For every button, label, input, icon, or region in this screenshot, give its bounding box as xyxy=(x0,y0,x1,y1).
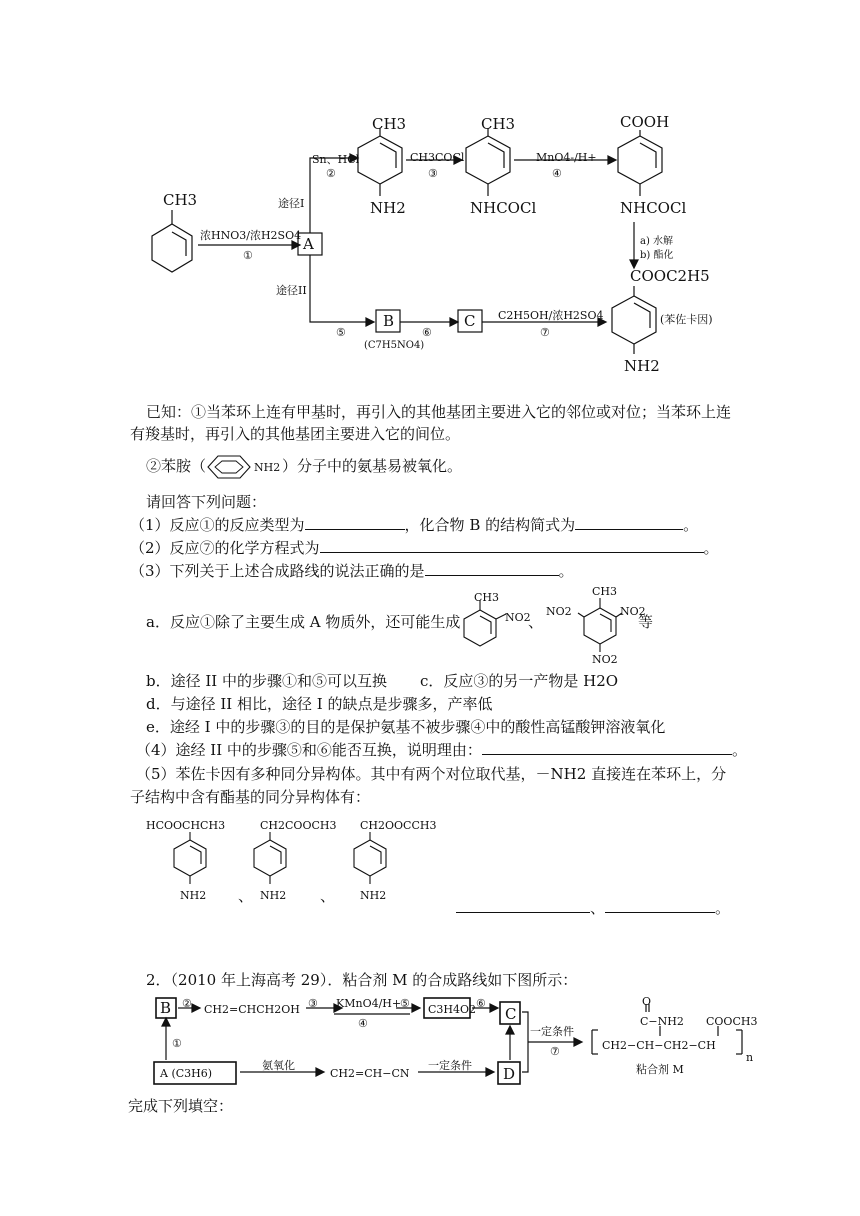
aniline-ring-icon xyxy=(206,454,256,480)
step-1: ① xyxy=(243,249,253,262)
step-4: ④ xyxy=(552,167,562,180)
step-6: ⑥ xyxy=(422,326,432,339)
reagent-1: 浓HNO3/浓H2SO4 xyxy=(200,229,302,242)
answer-blank[interactable] xyxy=(456,898,590,913)
isomer-2-label: CH2COOCH3 xyxy=(260,819,337,832)
esterification-label: b) 酯化 xyxy=(640,250,674,261)
box-b-label: B xyxy=(383,312,395,330)
q2-step-2: ② xyxy=(182,997,192,1010)
question-4: （4）途经 II 中的步骤⑤和⑥能否互换，说明理由： 。 xyxy=(136,741,747,759)
q2-step-4: ④ xyxy=(358,1017,368,1030)
known-line-3-post: ）分子中的氨基易被氧化。 xyxy=(282,457,463,475)
amino-label: NH2 xyxy=(624,357,660,375)
methyl-label: CH3 xyxy=(481,115,516,133)
step-5: ⑤ xyxy=(336,326,346,339)
amino-label: NH2 xyxy=(260,889,287,902)
adhesive-m-label: 粘合剂 M xyxy=(636,1063,684,1076)
answer-blank[interactable] xyxy=(575,515,683,530)
aniline-nh2: NH2 xyxy=(254,461,281,474)
option-b: b．途径 II 中的步骤①和⑤可以互换 xyxy=(146,672,387,690)
answer-blank[interactable] xyxy=(320,538,704,553)
acrylonitrile: CH2=CH−CN xyxy=(330,1067,410,1080)
question-1: （1）反应①的反应类型为 ，化合物 B 的结构简式为 。 xyxy=(130,516,699,534)
step-3: ③ xyxy=(428,167,438,180)
question-3: （3）下列关于上述合成路线的说法正确的是 。 xyxy=(130,562,574,580)
carboxyl-label: COOH xyxy=(620,113,670,131)
nitro-label: NO2 xyxy=(620,605,646,618)
hydrolysis-label: a) 水解 xyxy=(640,236,674,247)
product-name: (苯佐卡因) xyxy=(660,313,713,326)
answer-blank[interactable] xyxy=(482,740,732,755)
fill-prompt: 完成下列填空： xyxy=(128,1097,234,1115)
amino-label: NH2 xyxy=(180,889,207,902)
route-2-label: 途径II xyxy=(276,284,307,297)
reagent-2: Sn、HCl xyxy=(312,153,360,166)
polymer-n: n xyxy=(746,1051,754,1064)
isomer-separator: 、 xyxy=(320,887,336,905)
answer-blank[interactable] xyxy=(305,515,405,530)
known-line-3-pre: ②苯胺（ xyxy=(146,457,207,475)
isomer-blanks: 、 。 xyxy=(456,898,730,918)
q2-step-7: ⑦ xyxy=(550,1045,560,1058)
methyl-label: CH3 xyxy=(372,115,407,133)
q2-condition-1: 一定条件 xyxy=(428,1059,472,1072)
option-a-sep: 、 xyxy=(528,613,544,631)
isomer-1-label: HCOOCHCH3 xyxy=(146,819,226,832)
allyl-alcohol: CH2=CHCH2OH xyxy=(204,1003,300,1016)
q2-box-b: B xyxy=(160,999,172,1017)
polymer-chain: CH2−CH−CH2−CH xyxy=(602,1039,716,1052)
questions-intro: 请回答下列问题： xyxy=(146,493,267,511)
q2-condition-2: 一定条件 xyxy=(530,1025,574,1038)
amino-label: NH2 xyxy=(360,889,387,902)
ester-group: COOCH3 xyxy=(706,1015,758,1028)
option-a-end: 等 xyxy=(638,613,654,631)
q2-reagent: KMnO4/H+ xyxy=(336,997,402,1010)
methyl-label: CH3 xyxy=(474,591,500,604)
question-2-title: 2．（2010 年上海高考 29）．粘合剂 M 的合成路线如下图所示： xyxy=(146,971,578,989)
methyl-label: CH3 xyxy=(163,191,198,209)
isomer-3-label: CH2OOCCH3 xyxy=(360,819,437,832)
box-c-label: C xyxy=(464,312,476,330)
option-d: d．与途径 II 相比，途径 I 的缺点是步骤多，产率低 xyxy=(146,695,493,713)
box-a-label: A xyxy=(303,235,314,253)
carbonyl-o: O xyxy=(642,995,652,1008)
ammoxidation: 氨氧化 xyxy=(262,1059,295,1072)
question-5-line-1: （5）苯佐卡因有多种同分异构体。其中有两个对位取代基，－NH2 直接连在苯环上，分 xyxy=(136,765,727,783)
q2-step-1: ① xyxy=(172,1037,182,1050)
step-2: ② xyxy=(326,167,336,180)
ester-label: COOC2H5 xyxy=(630,267,710,285)
step-7: ⑦ xyxy=(540,326,550,339)
nitro-label: NO2 xyxy=(546,605,572,618)
option-c: c．反应③的另一产物是 H2O xyxy=(420,672,619,690)
b-formula: (C7H5NO4) xyxy=(364,340,425,351)
nitro-label: NO2 xyxy=(592,653,618,666)
q2-step-3: ③ xyxy=(308,997,318,1010)
q2-step-6: ⑥ xyxy=(476,997,486,1010)
reagent-3: CH3COCl xyxy=(410,151,465,164)
answer-blank[interactable] xyxy=(605,898,715,913)
option-a: a．反应①除了主要生成 A 物质外，还可能生成 xyxy=(146,613,461,631)
known-line-2: 有羧基时，再引入的其他基团主要进入它的间位。 xyxy=(130,425,461,443)
amide-label: NHCOCl xyxy=(620,199,687,217)
q2-box-d: D xyxy=(503,1065,516,1083)
known-line-1: 已知：①当苯环上连有甲基时，再引入的其他基团主要进入它的邻位或对位；当苯环上连 xyxy=(146,403,732,421)
q2-box-c: C xyxy=(505,1005,517,1023)
reagent-4: MnO4-/H+ xyxy=(536,151,597,164)
q2-step-5: ⑤ xyxy=(400,997,410,1010)
nitro-label: NO2 xyxy=(505,611,531,624)
isomer-separator: 、 xyxy=(238,887,254,905)
amino-label: NH2 xyxy=(370,199,406,217)
reagent-7: C2H5OH/浓H2SO4 xyxy=(498,309,604,322)
route-1-label: 途径I xyxy=(278,197,305,210)
methyl-label: CH3 xyxy=(592,585,618,598)
q2-acid-box: C3H4O2 xyxy=(428,1003,477,1016)
q2-box-a: A (C3H6) xyxy=(160,1067,213,1080)
option-e: e．途经 I 中的步骤③的目的是保护氨基不被步骤④中的酸性高锰酸钾溶液氧化 xyxy=(146,718,666,736)
amide-label: NHCOCl xyxy=(470,199,537,217)
question-2: （2）反应⑦的化学方程式为 。 xyxy=(130,539,719,557)
answer-blank[interactable] xyxy=(425,561,559,576)
amide-group: C−NH2 xyxy=(640,1015,684,1028)
question-5-line-2: 子结构中含有酯基的同分异构体有： xyxy=(130,788,371,806)
